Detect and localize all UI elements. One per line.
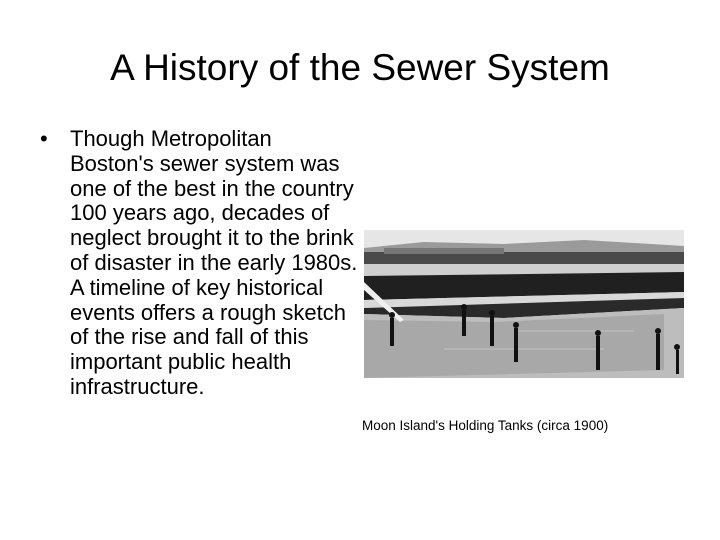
- bullet-marker: •: [40, 126, 48, 151]
- photo-caption: Moon Island's Holding Tanks (circa 1900): [362, 418, 609, 433]
- slide-title: A History of the Sewer System: [110, 47, 610, 88]
- bullet-text: Though Metropolitan Boston's sewer system was one of the best in the country 100 years ago, decades of neglect brought it to the brink of disaster in the early 1980s. A timeline of key historical events offers a rough sketch of the rise and fall of this important public health infrastructure.: [70, 126, 358, 399]
- holding-tanks-photo: [364, 230, 684, 378]
- bullet-list-item: [40, 127, 360, 400]
